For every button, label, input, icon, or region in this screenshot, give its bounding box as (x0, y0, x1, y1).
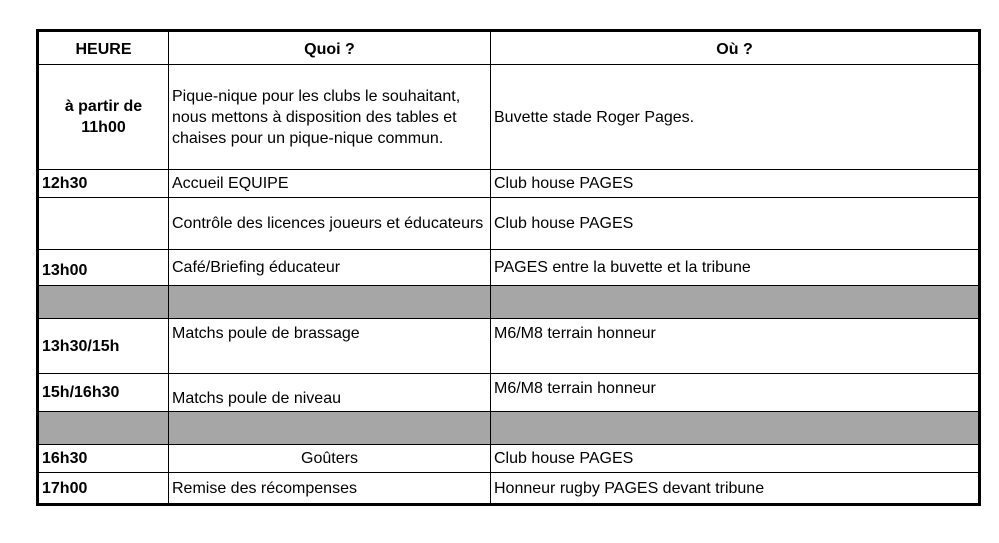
cell-quoi: Matchs poule de brassage (169, 319, 491, 374)
cell-heure (38, 286, 169, 319)
cell-heure: 13h30/15h (38, 319, 169, 374)
cell-ou (491, 412, 980, 445)
schedule-table (36, 29, 981, 506)
cell-ou: M6/M8 terrain honneur (491, 374, 980, 412)
header-quoi: Quoi ? (169, 31, 491, 65)
cell-heure: 15h/16h30 (38, 374, 169, 412)
separator-row (38, 412, 980, 445)
cell-ou: Club house PAGES (491, 170, 980, 198)
cell-ou (491, 286, 980, 319)
cell-heure: 17h00 (38, 473, 169, 505)
cell-quoi: Contrôle des licences joueurs et éducateurs (169, 198, 491, 250)
table-row (38, 374, 980, 412)
cell-quoi (169, 286, 491, 319)
table-row (38, 445, 980, 473)
cell-ou: Buvette stade Roger Pages. (491, 65, 980, 170)
table-row (38, 198, 980, 250)
cell-heure: à partir de 11h00 (38, 65, 169, 170)
header-ou: Où ? (491, 31, 980, 65)
cell-heure: 12h30 (38, 170, 169, 198)
table-row (38, 319, 980, 374)
cell-ou: Club house PAGES (491, 445, 980, 473)
cell-quoi: Remise des récompenses (169, 473, 491, 505)
cell-heure: 13h00 (38, 250, 169, 286)
table-row (38, 250, 980, 286)
cell-heure: 16h30 (38, 445, 169, 473)
table-row (38, 65, 980, 170)
cell-quoi: Pique-nique pour les clubs le souhaitant, nous mettons à disposition des tables et chaises pour un pique-nique commun. (169, 65, 491, 170)
cell-quoi: Accueil EQUIPE (169, 170, 491, 198)
cell-heure (38, 198, 169, 250)
cell-ou: PAGES entre la buvette et la tribune (491, 250, 980, 286)
cell-heure (38, 412, 169, 445)
table-header-row (38, 31, 980, 65)
cell-quoi: Café/Briefing éducateur (169, 250, 491, 286)
cell-quoi: Matchs poule de niveau (169, 374, 491, 412)
cell-quoi (169, 412, 491, 445)
cell-ou: Honneur rugby PAGES devant tribune (491, 473, 980, 505)
header-heure: HEURE (38, 31, 169, 65)
table-row (38, 473, 980, 505)
separator-row (38, 286, 980, 319)
cell-quoi: Goûters (169, 445, 491, 473)
cell-ou: Club house PAGES (491, 198, 980, 250)
table-row (38, 170, 980, 198)
cell-ou: M6/M8 terrain honneur (491, 319, 980, 374)
